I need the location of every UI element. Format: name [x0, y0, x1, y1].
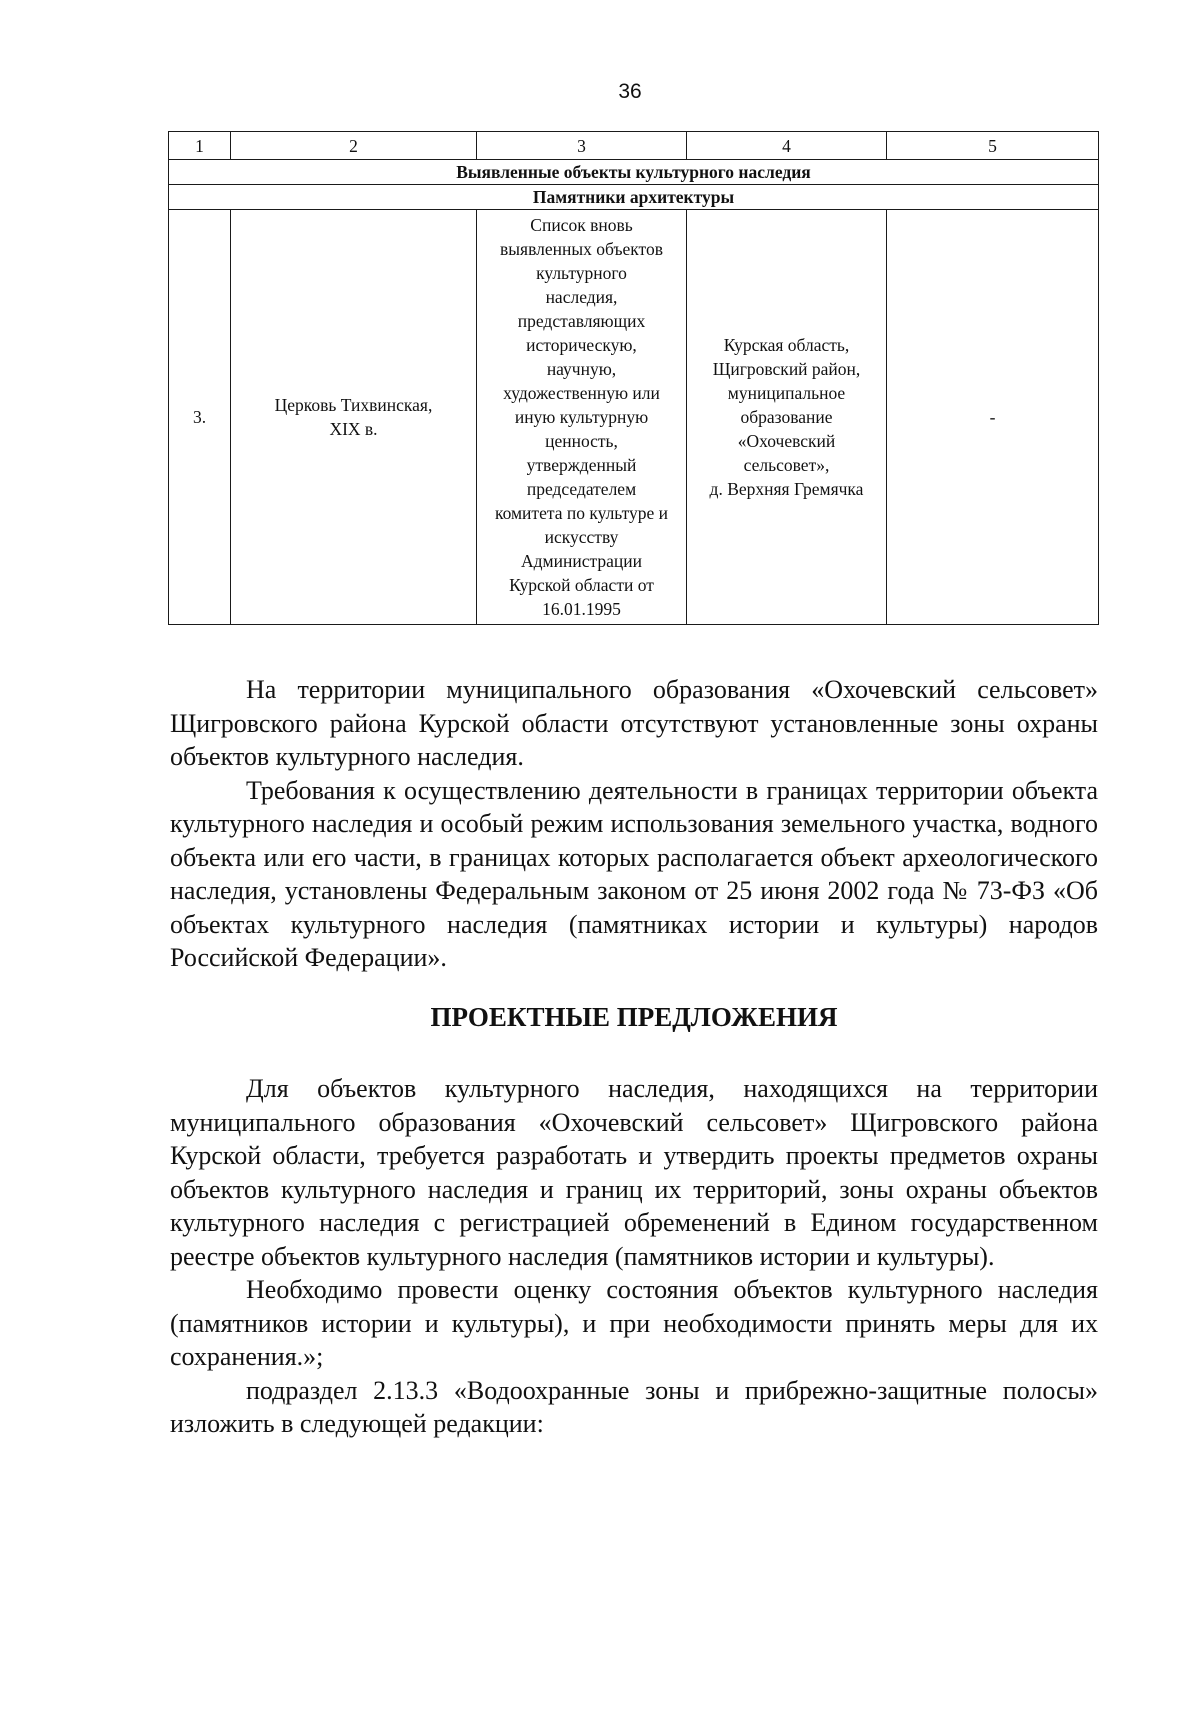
location-line: Щигровский район, — [712, 359, 861, 379]
object-name-line: XIX в. — [329, 419, 378, 439]
heritage-objects-table — [168, 131, 1099, 625]
object-name — [231, 210, 477, 625]
document-line: ценность, — [545, 431, 618, 451]
paragraph: Необходимо провести оценку состояния объектов культурного наследия (памятников истории и культуры), и при необходимости принять меры для их сохранения.»; — [170, 1275, 1098, 1371]
text-block-proposals — [170, 1072, 1098, 1441]
protection-document — [477, 210, 687, 625]
location-line: муниципальное — [727, 383, 846, 403]
document-line: научную, — [546, 359, 617, 379]
paragraph: подраздел 2.13.3 «Водоохранные зоны и прибрежно-защитные полосы» изложить в следующей редакции: — [170, 1375, 1098, 1438]
paragraph: Для объектов культурного наследия, находящихся на территории муниципального образования «Охочевский сельсовет» Щигровского района Курской области, требуется разработать и утвердить проекты предметов охраны объектов культурного наследия и границ их территорий, зоны охраны объектов культурного наследия с регистрацией обременений в Едином государственном реестре объектов культурного наследия (памятников истории и культуры). — [170, 1074, 1098, 1271]
document-line: комитета по культуре и — [494, 503, 669, 523]
object-location — [687, 210, 887, 625]
document-line: иную культурную — [514, 407, 649, 427]
document-line: художественную или — [503, 383, 660, 403]
document-line: Администрации — [521, 551, 642, 571]
document-line: 16.01.1995 — [542, 599, 621, 619]
location-line: «Охочевский — [737, 431, 836, 451]
document-line: выявленных объектов — [500, 239, 663, 259]
table-row — [169, 210, 1099, 625]
section-heading: ПРОЕКТНЫЕ ПРЕДЛОЖЕНИЯ — [430, 1002, 838, 1032]
column-5-value: - — [887, 210, 1099, 625]
document-line: Список вновь — [530, 215, 633, 235]
document-line: наследия, — [545, 287, 618, 307]
column-number: 5 — [887, 132, 1099, 160]
page-number: 36 — [618, 80, 642, 103]
column-number: 3 — [477, 132, 687, 160]
document-line: представляющих — [517, 311, 646, 331]
document-line: утвержденный — [526, 455, 637, 475]
document-line: культурного — [536, 263, 627, 283]
location-line: образование — [740, 407, 833, 427]
document-line: председателем — [526, 479, 637, 499]
document-line: Курской области от — [509, 575, 654, 595]
column-number: 2 — [231, 132, 477, 160]
document-line: историческую, — [526, 335, 637, 355]
location-line: д. Верхняя Гремячка — [709, 479, 864, 499]
paragraph: На территории муниципального образования «Охочевский сельсовет» Щигровского района Курской области отсутствуют установленные зоны охраны объектов культурного наследия. — [170, 675, 1098, 771]
location-line: Курская область, — [723, 335, 850, 355]
column-number: 4 — [687, 132, 887, 160]
column-number: 1 — [169, 132, 231, 160]
document-line: искусству — [544, 527, 619, 547]
object-name-line: Церковь Тихвинская, — [274, 395, 433, 415]
row-number: 3. — [169, 210, 231, 625]
text-block-existing — [170, 673, 1098, 975]
section-title: Выявленные объекты культурного наследия — [169, 160, 1099, 185]
location-line: сельсовет», — [743, 455, 830, 475]
subsection-title: Памятники архитектуры — [169, 185, 1099, 210]
column-number-row — [169, 132, 1099, 160]
paragraph: Требования к осуществлению деятельности в границах территории объекта культурного наследия и особый режим использования земельного участка, водного объекта или его части, в границах которых располагается объект археологического наследия, установлены Федеральным законом от 25 июня 2002 года № 73-ФЗ «Об объектах культурного наследия (памятниках истории и культуры) народов Российской Федерации». — [170, 775, 1098, 972]
